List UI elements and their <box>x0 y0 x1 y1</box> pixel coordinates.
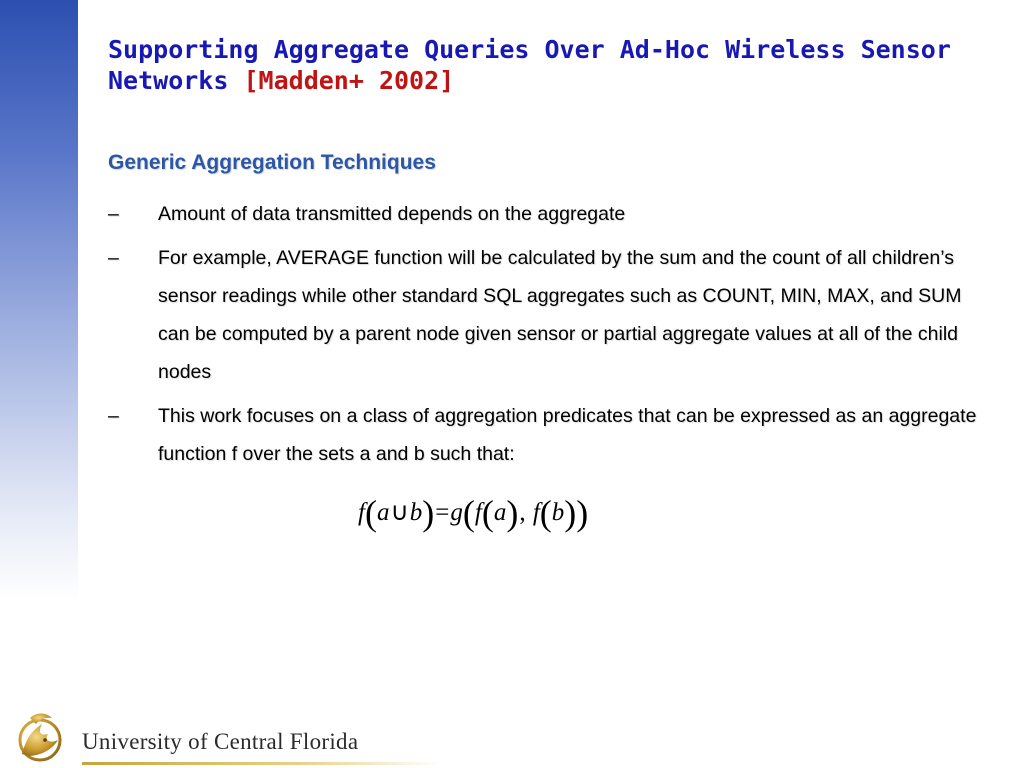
title-citation: [Madden+ 2002] <box>243 66 455 95</box>
bullet-text: For example, AVERAGE function will be calculated by the sum and the count of all children’s sensor readings while other standard SQL aggregates such as COUNT, MIN, MAX, and SUM can be computed by a parent node given sensor or partial aggregate values at all of the child nodes <box>158 247 962 383</box>
section-heading: Generic Aggregation Techniques <box>108 151 436 174</box>
title-main: Supporting Aggregate Queries Over Ad-Hoc Wireless Sensor Networks <box>108 35 951 95</box>
footer-divider <box>82 762 442 765</box>
university-name: University of Central Florida <box>82 729 359 754</box>
bullet-text: Amount of data transmitted depends on the aggregate <box>158 203 626 225</box>
bullet-text: This work focuses on a class of aggregation predicates that can be expressed as an aggregate function f over the sets a and b such that: <box>158 405 977 465</box>
aggregate-formula: f(a∪b)=g(f(a), f(b)) <box>358 493 589 533</box>
bullet-item <box>108 195 998 233</box>
slide-title <box>108 34 988 96</box>
bullet-item <box>108 239 998 391</box>
sidebar-gradient <box>0 0 78 600</box>
bullet-item <box>108 397 998 473</box>
bullet-list <box>108 195 998 479</box>
bullet-dash: – <box>108 405 119 427</box>
bullet-dash: – <box>108 203 119 225</box>
pegasus-logo-icon <box>12 710 66 764</box>
bullet-dash: – <box>108 247 119 269</box>
